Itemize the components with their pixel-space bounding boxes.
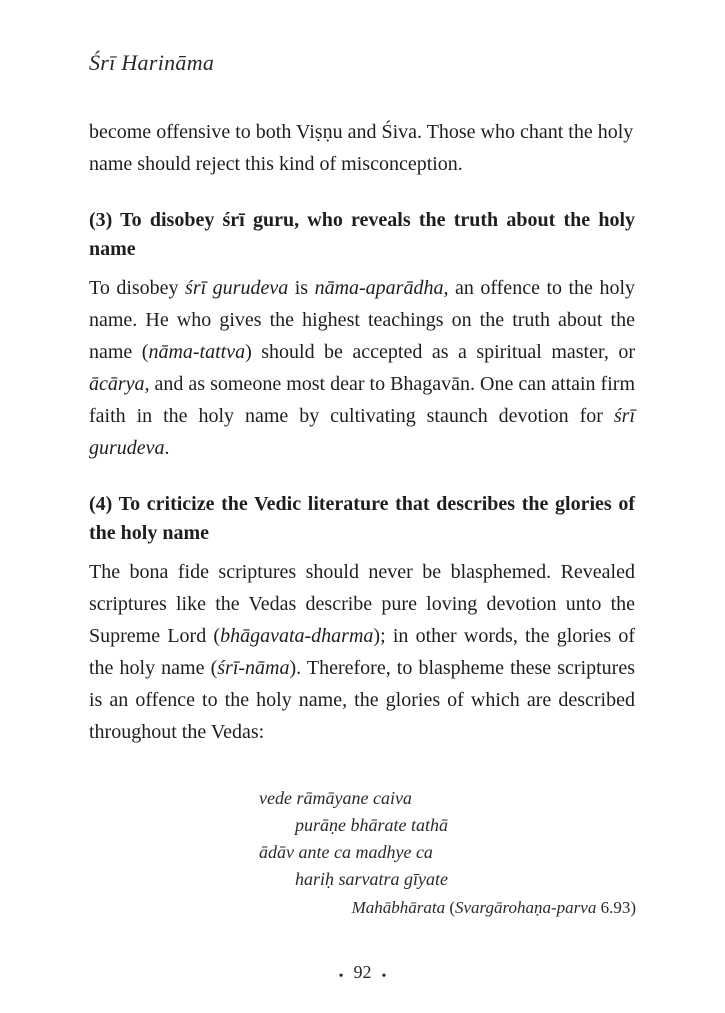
verse-source [352, 898, 636, 918]
intro-paragraph: become offensive to both Viṣṇu and Śiva. Those who chant the holy name should reject this kind of misconception. [89, 121, 634, 175]
text-run: The bona fide scriptures should never be blasphemed. Revealed scriptures like the Vedas describe pure loving devotion unto the Supreme Lord ( [89, 561, 635, 647]
italic-term: nāma-tattva [148, 341, 246, 363]
ornament-dot-right: • [381, 969, 387, 984]
italic-term: ācārya [89, 373, 145, 395]
section-3-heading: (3) To disobey śrī guru, who reveals the truth about the holy name [89, 209, 635, 260]
verse-line-2: purāṇe bhārate tathā [295, 815, 448, 835]
verse-line-3: ādāv ante ca madhye ca [259, 842, 433, 862]
text-run: . [164, 437, 170, 459]
source-ref: 6.93) [596, 898, 636, 917]
italic-term: śrī gurudeva [89, 405, 635, 459]
source-paren: ( [445, 898, 455, 917]
italic-term: bhāgavata-dharma [220, 625, 374, 647]
page-footer [0, 962, 725, 983]
ornament-dot-left: • [338, 969, 344, 984]
page-body [89, 116, 635, 748]
text-run: , an offence to the holy name. He who gives the highest teachings on the truth about the name ( [89, 277, 635, 363]
text-run: ); in other words, the glories of the holy name ( [89, 625, 635, 679]
text-run: is [288, 277, 315, 299]
italic-term: śrī gurudeva [185, 277, 289, 299]
italic-term: śrī-nāma [217, 657, 290, 679]
text-run: To disobey [89, 277, 186, 299]
source-section: Svargārohaṇa-parva [454, 898, 597, 917]
section-3-paragraph [89, 272, 635, 464]
section-4-paragraph [89, 556, 635, 748]
section-4-heading: (4) To criticize the Vedic literature that describes the glories of the holy name [89, 493, 635, 544]
text-run: , and as someone most dear to Bhagavān. One can attain firm faith in the holy name by cultivating staunch devotion for [89, 373, 635, 427]
text-run: ) should be accepted as a spiritual master, or [245, 341, 635, 363]
verse-block [259, 785, 448, 893]
italic-term: nāma-aparādha [314, 277, 444, 299]
verse-line-1: vede rāmāyane caiva [259, 788, 412, 808]
text-run: ). Therefore, to blaspheme these scriptures is an offence to the holy name, the glories of which are described throughout the Vedas: [89, 657, 636, 743]
page-number: 92 [353, 962, 372, 982]
verse-line-4: hariḥ sarvatra gīyate [295, 869, 448, 889]
source-work: Mahābhārata [351, 898, 446, 917]
book-title: Śrī Harināma [89, 50, 215, 75]
